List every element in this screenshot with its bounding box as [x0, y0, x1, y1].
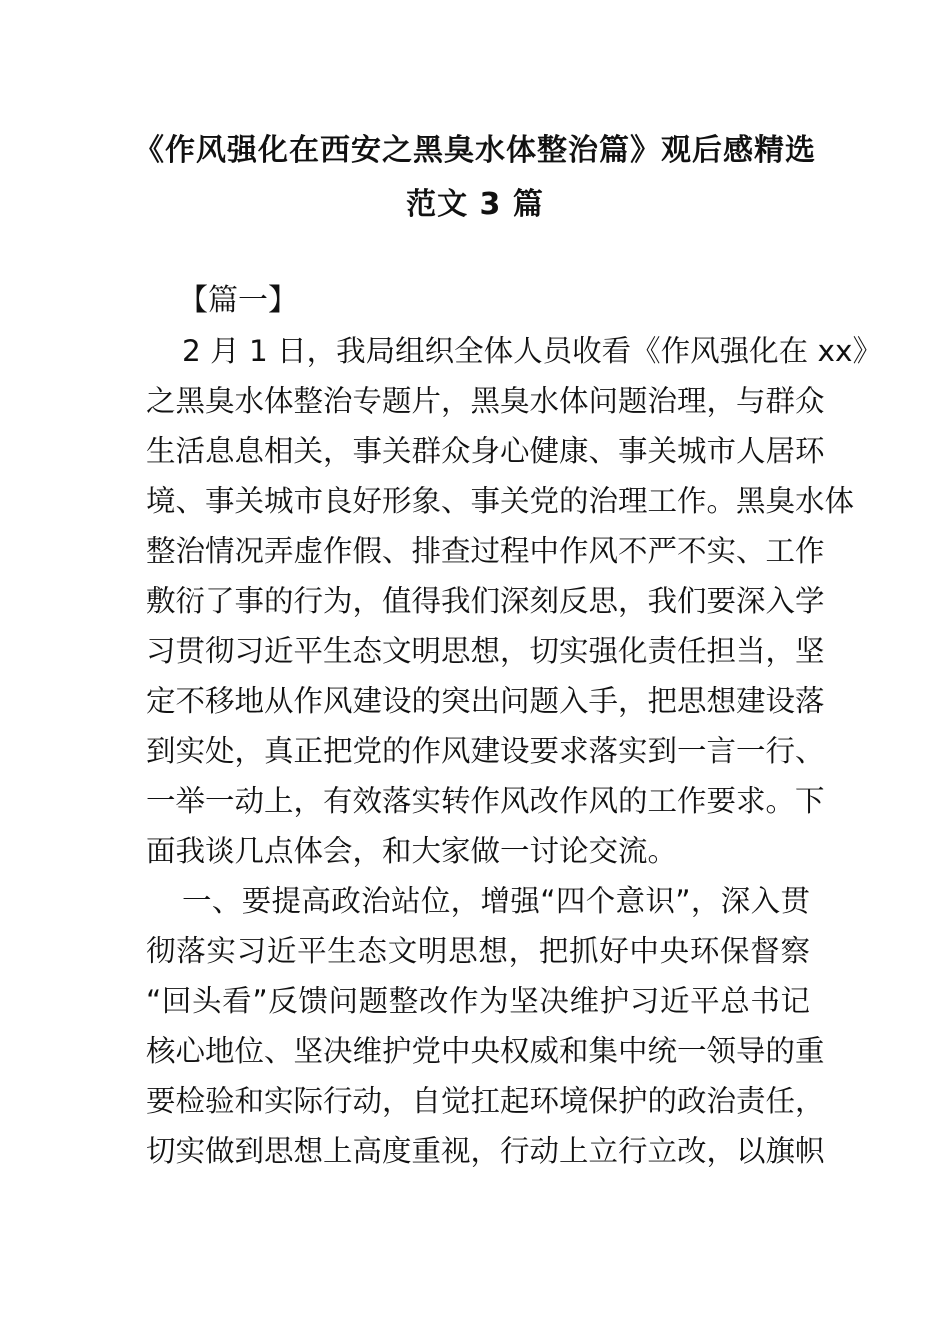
body-text	[146, 326, 882, 1176]
paragraph-line: 敷衍了事的行为，值得我们深刻反思，我们要深入学	[146, 584, 825, 618]
paragraph-line: 核心地位、坚决维护党中央权威和集中统一领导的重	[146, 1034, 825, 1068]
paragraph-line: 一举一动上，有效落实转作风改作风的工作要求。下	[146, 784, 825, 818]
document-title	[120, 124, 830, 232]
paragraph-line: 生活息息相关，事关群众身心健康、事关城市人居环	[146, 434, 825, 468]
paragraph-line: “回头看”反馈问题整改作为坚决维护习近平总书记	[146, 984, 810, 1018]
paragraph-line: 定不移地从作风建设的突出问题入手，把思想建设落	[146, 684, 825, 718]
paragraph-line: 到实处，真正把党的作风建设要求落实到一言一行、	[146, 734, 825, 768]
paragraph-line: 之黑臭水体整治专题片，黑臭水体问题治理，与群众	[146, 384, 825, 418]
paragraph-line: 一、要提高政治站位，增强“四个意识”，深入贯	[182, 884, 810, 918]
paragraph-line: 面我谈几点体会，和大家做一讨论交流。	[146, 834, 678, 868]
paragraph-line: 要检验和实际行动，自觉扛起环境保护的政治责任，	[146, 1084, 825, 1118]
paragraph-line: 彻落实习近平生态文明思想，把抓好中央环保督察	[146, 934, 810, 968]
paragraph-line: 切实做到思想上高度重视，行动上立行立改，以旗帜	[146, 1134, 825, 1168]
paragraph-line: 整治情况弄虚作假、排查过程中作风不严不实、工作	[146, 534, 825, 568]
paragraph-line: 2 月 1 日，我局组织全体人员收看《作风强化在 xx》	[182, 334, 882, 368]
section-heading: 【篇一】	[178, 283, 298, 318]
title-line-2: 范文 3 篇	[406, 187, 544, 222]
paragraph-line: 习贯彻习近平生态文明思想，切实强化责任担当，坚	[146, 634, 825, 668]
paragraph-line: 境、事关城市良好形象、事关党的治理工作。黑臭水体	[146, 484, 855, 518]
title-line-1: 《作风强化在西安之黑臭水体整治篇》观后感精选	[134, 133, 816, 168]
